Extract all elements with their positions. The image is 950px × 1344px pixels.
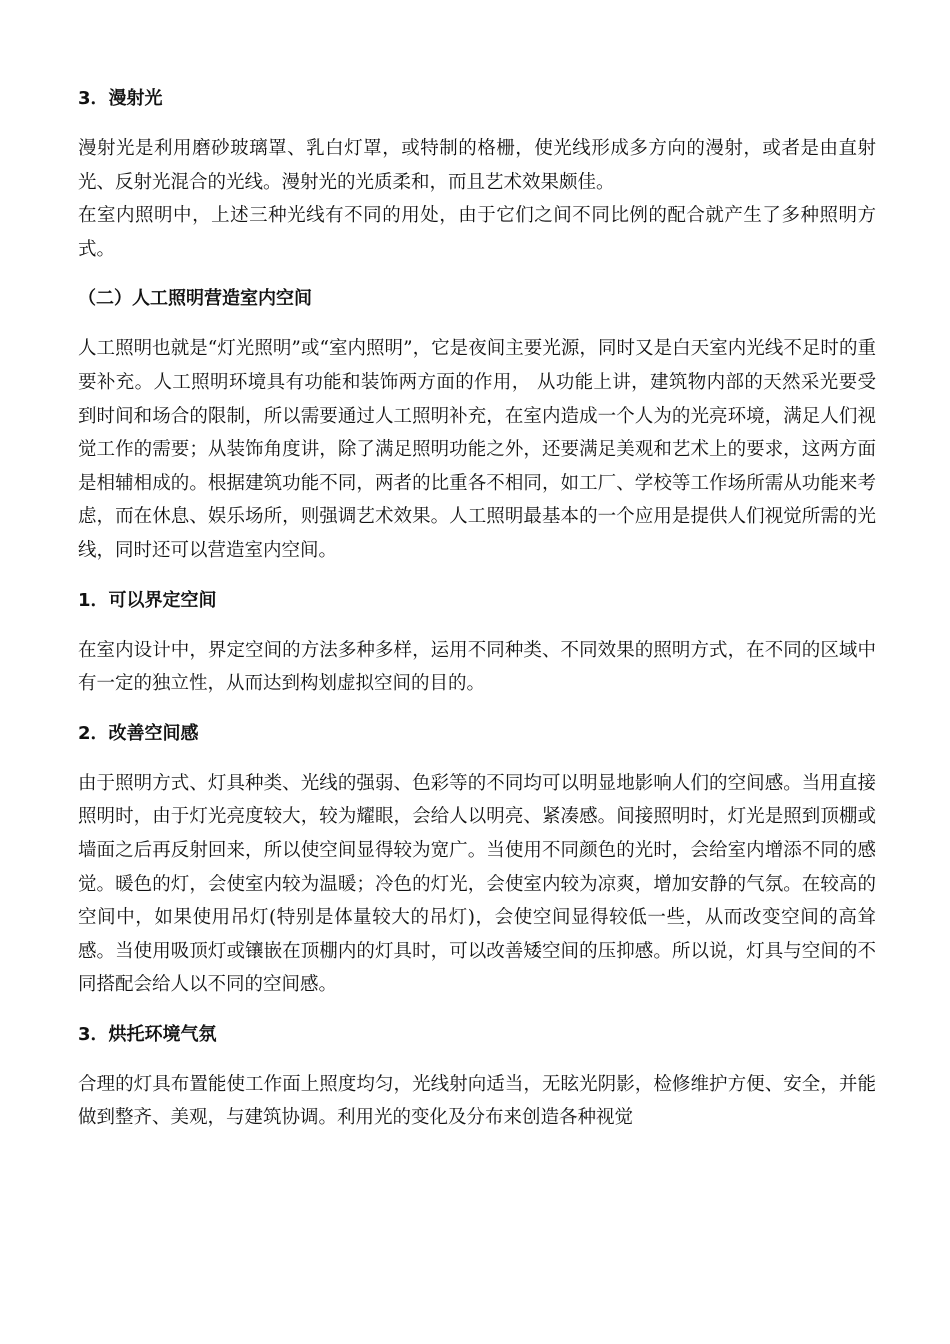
- section-heading: 3．漫射光: [78, 88, 163, 109]
- section-improve-space: [78, 721, 876, 1002]
- paragraph: 合理的灯具布置能使工作面上照度均匀，光线射向适当，无眩光阴影，检修维护方便、安全，并能做到整齐、美观，与建筑协调。利用光的变化及分布来创造各种视觉: [78, 1073, 876, 1129]
- paragraph: 人工照明也就是“灯光照明”或“室内照明”，它是夜间主要光源，同时又是白天室内光线不足时的重要补充。人工照明环境具有功能和装饰两方面的作用， 从功能上讲，建筑物内部的天然采光要受到时间和场合的限制，所以需要通过人工照明补充，在室内造成一个人为的光亮环境，满足人们视觉工作的需要；从装饰角度讲，除了满足照明功能之外，还要满足美观和艺术上的要求，这两方面是相辅相成的。根据建筑功能不同，两者的比重各不相同，如工厂、学校等工作场所需从功能来考虑，而在休息、娱乐场所，则强调艺术效果。人工照明最基本的一个应用是提供人们视觉所需的光线，同时还可以营造室内空间。: [78, 338, 876, 561]
- paragraph: 在室内照明中，上述三种光线有不同的用处，由于它们之间不同比例的配合就产生了多种照明方式。: [78, 205, 876, 260]
- paragraph: 在室内设计中，界定空间的方法多种多样，运用不同种类、不同效果的照明方式，在不同的区域中有一定的独立性，从而达到构划虚拟空间的目的。: [78, 639, 876, 695]
- section-define-space: [78, 588, 876, 701]
- section-heading: 1．可以界定空间: [78, 589, 217, 611]
- section-heading: （二）人工照明营造室内空间: [78, 288, 312, 310]
- section-diffuse-light: [78, 86, 876, 266]
- section-heading: 2．改善空间感: [78, 722, 199, 744]
- paragraph: 漫射光是利用磨砂玻璃罩、乳白灯罩，或特制的格栅，使光线形成多方向的漫射，或者是由直射光、反射光混合的光线。漫射光的光质柔和，而且艺术效果颇佳。: [78, 138, 876, 193]
- section-heading: 3．烘托环境气氛: [78, 1023, 217, 1045]
- section-atmosphere: [78, 1022, 876, 1135]
- paragraph: 由于照明方式、灯具种类、光线的强弱、色彩等的不同均可以明显地影响人们的空间感。当用直接照明时，由于灯光亮度较大，较为耀眼，会给人以明亮、紧凑感。间接照明时，灯光是照到顶棚或墙面之后再反射回来，所以使空间显得较为宽广。当使用不同颜色的光时，会给室内增添不同的感觉。暖色的灯，会使室内较为温暖；冷色的灯光，会使室内较为凉爽，增加安静的气氛。在较高的空间中，如果使用吊灯(特别是体量较大的吊灯)，会使空间显得较低一些，从而改变空间的高耸感。当使用吸顶灯或镶嵌在顶棚内的灯具时，可以改善矮空间的压抑感。所以说，灯具与空间的不同搭配会给人以不同的空间感。: [78, 772, 876, 996]
- section-artificial-lighting: [78, 286, 876, 567]
